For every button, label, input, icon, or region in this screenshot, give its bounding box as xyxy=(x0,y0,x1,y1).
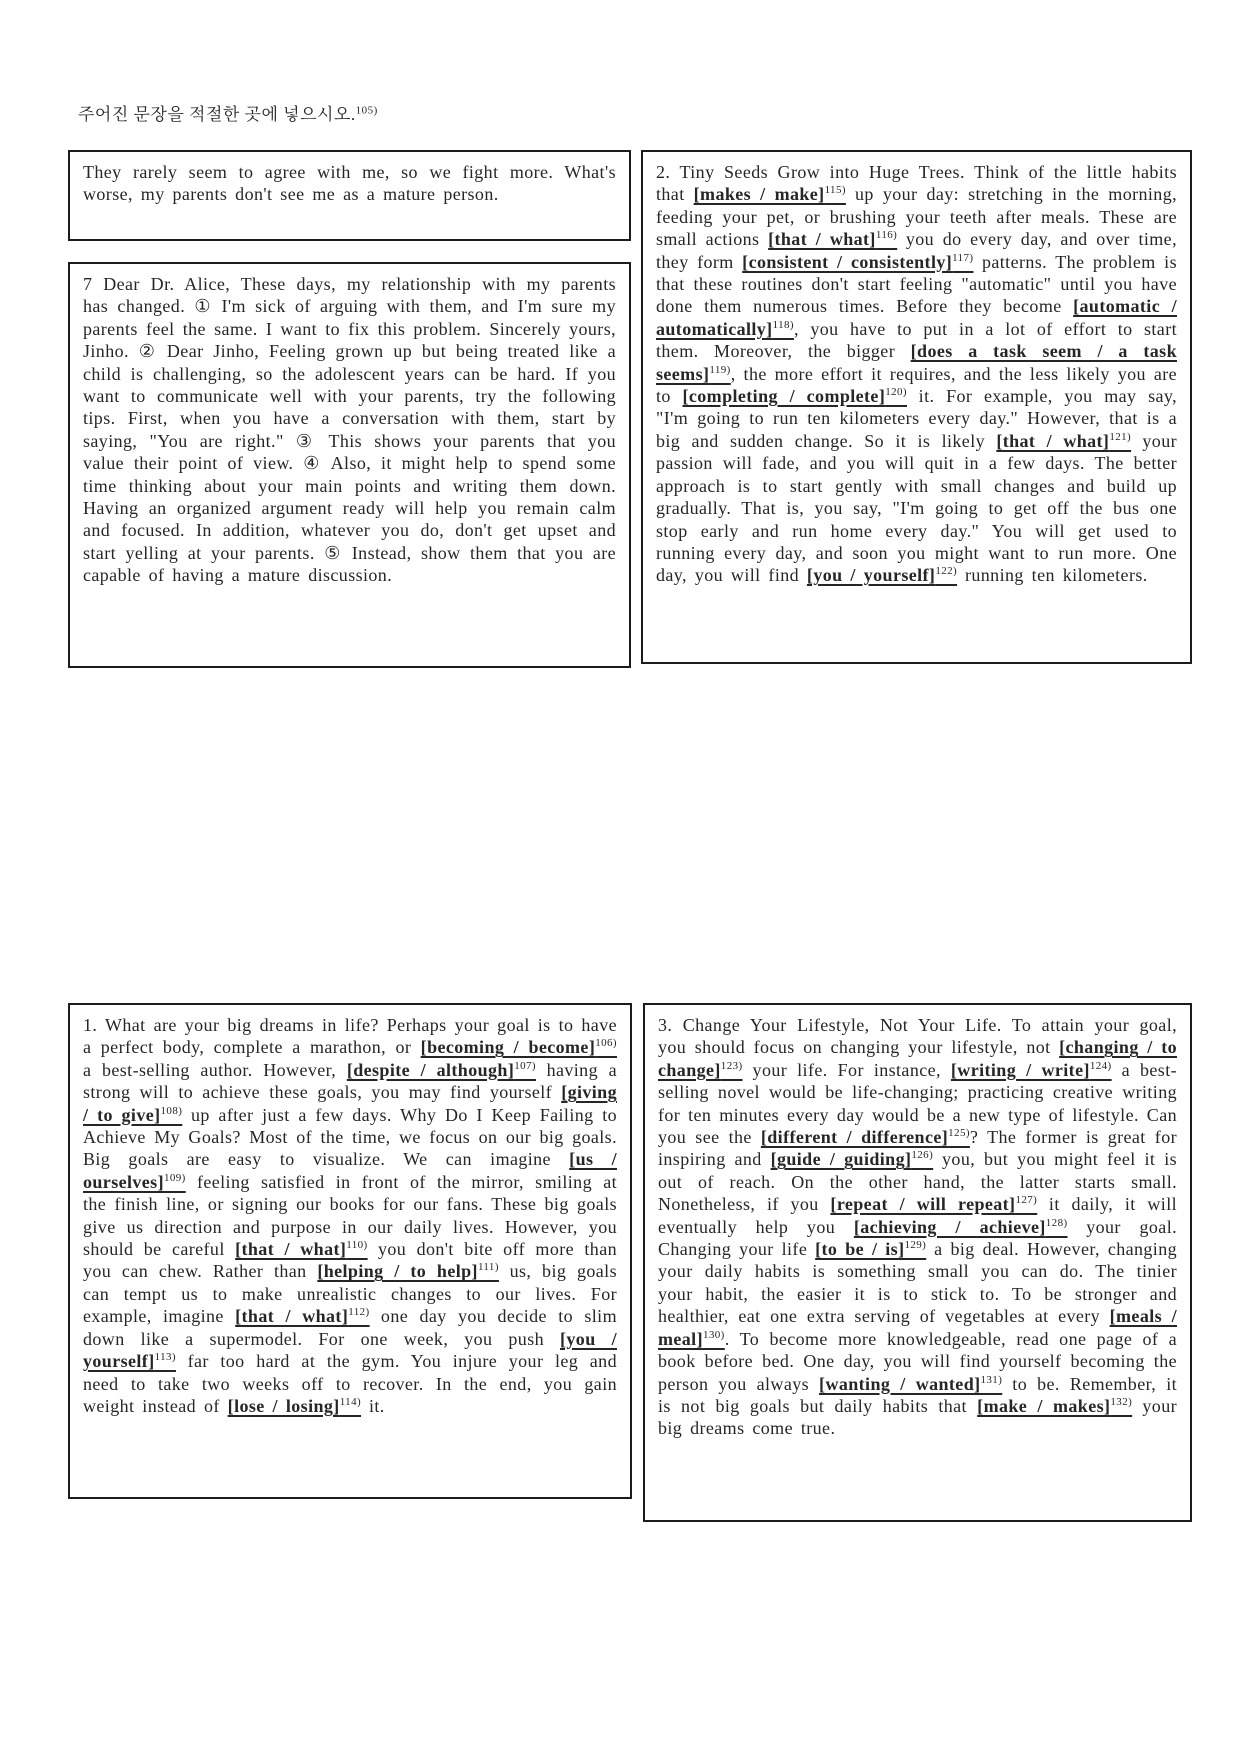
passage-3-text: 3. Change Your Lifestyle, Not Your Life. To attain your goal, you should focus on changing your lifestyle, not [changing / to change]$^{123)}$ your life. For instance, [writing / write]$^{124)}$ a best-selling novel would be life-changing; practicing creative writing for ten minutes every day would be a new type of lifestyle. Can you see the [different / difference]$^{125)}$? The former is great for inspiring and [guide / guiding]$^{126)}$ you, but you might feel it is out of reach. On the other hand, the latter starts small. Nonetheless, if you [repeat / will repeat]$^{127)}$ it daily, it will eventually help you [achieving / achieve]$^{128)}$ your goal. Changing your life [to be / is]$^{129)}$ a big deal. However, changing your daily habits is something small you can do. The tinier your habit, the easier it is to stick to. To be stronger and healthier, eat one extra serving of vegetables at every [meals / meal]$^{130)}$. To become more knowledgeable, read one page of a book before bed. One day, you will find yourself becoming the person you always [wanting / wanted]$^{131)}$ to be. Remember, it is not big goals but daily habits that [make / makes]$^{132)}$ your big dreams come true. xyxy=(658,1015,1178,1439)
choice-footnote-ref: 123) xyxy=(720,1059,743,1072)
grammar-choice: [repeat / will repeat]$^{127)}$ xyxy=(830,1194,1038,1215)
choice-footnote-ref: 113) xyxy=(154,1351,176,1364)
grammar-choice: [us / ourselves]$^{109)}$ xyxy=(83,1149,617,1192)
choice-footnote-ref: 106) xyxy=(595,1037,617,1050)
choice-footnote-ref: 131) xyxy=(980,1373,1003,1386)
choice-footnote-ref: 124) xyxy=(1089,1059,1112,1072)
grammar-choice: [guide / guiding]$^{126)}$ xyxy=(770,1149,934,1170)
grammar-choice: [despite / although]$^{107)}$ xyxy=(346,1059,536,1080)
grammar-choice: [you / yourself]$^{122)}$ xyxy=(806,565,958,586)
grammar-choice: [lose / losing]$^{114)}$ xyxy=(227,1395,362,1416)
grammar-choice: [changing / to change]$^{123)}$ xyxy=(658,1037,1177,1080)
passage-7-box xyxy=(68,262,631,668)
grammar-choice: [different / difference]$^{125)}$ xyxy=(760,1127,970,1148)
grammar-choice: [to be / is]$^{129)}$ xyxy=(815,1239,927,1260)
choice-footnote-ref: 126) xyxy=(911,1149,934,1162)
choice-footnote-ref: 116) xyxy=(875,229,898,242)
grammar-choice: [completing / complete]$^{120)}$ xyxy=(682,386,907,407)
choice-footnote-ref: 122) xyxy=(935,565,958,578)
choice-footnote-ref: 112) xyxy=(348,1306,370,1319)
grammar-choice: [wanting / wanted]$^{131)}$ xyxy=(819,1373,1003,1394)
grammar-choice: [helping / to help]$^{111)}$ xyxy=(317,1261,499,1282)
grammar-choice: [achieving / achieve]$^{128)}$ xyxy=(853,1216,1068,1237)
choice-footnote-ref: 111) xyxy=(477,1261,499,1274)
choice-footnote-ref: 119) xyxy=(709,363,731,376)
grammar-choice: [does a task seem / a task seems]$^{119)}$ xyxy=(656,341,1177,384)
choice-footnote-ref: 120) xyxy=(885,386,907,399)
grammar-choice: [automatic / automatically]$^{118)}$ xyxy=(656,296,1177,339)
choice-footnote-ref: 118) xyxy=(772,318,794,331)
choice-footnote-ref: 125) xyxy=(948,1127,970,1140)
passage-2-text: 2. Tiny Seeds Grow into Huge Trees. Think of the little habits that [makes / make]$^{115)}$ up your day: stretching in the morning, feeding your pet, or brushing your teeth after meals. These are small actions [that / what]$^{116)}$ you do every day, and over time, they form [consistent / consistently]$^{117)}$ patterns. The problem is that these routines don't start feeling "automatic" until you have done them numerous times. Before they become [automatic / automatically]$^{118)}$, you have to put in a lot of effort to start them. Moreover, the bigger [does a task seem / a task seems]$^{119)}$, the more effort it requires, and the less likely you are to [completing / complete]$^{120)}$ it. For example, you may say, "I'm going to run ten kilometers every day." However, that is a big and sudden change. So it is likely [that / what]$^{121)}$ your passion will fade, and you will quit in a few days. The better approach is to start gently with small changes and build up gradually. That is, you say, "I'm going to get off the bus one stop early and run home every day." You will get used to running every day, and soon you might want to run more. One day, you will find [you / yourself]$^{122)}$ running ten kilometers. xyxy=(656,162,1178,586)
grammar-choice: [becoming / become]$^{106)}$ xyxy=(420,1037,617,1058)
grammar-choice: [make / makes]$^{132)}$ xyxy=(977,1395,1133,1416)
passage-7-text: 7 Dear Dr. Alice, These days, my relationship with my parents has changed. ① I'm sick of arguing with them, and I'm sure my parents feel the same. I want to fix this problem. Sincerely yours, Jinho. ② Dear Jinho, Feeling grown up but being treated like a child is challenging, so the adolescent years can be hard. If you want to communicate well with your parents, try the following tips. First, when you have a conversation with them, start by saying, "You are right." ③ This shows your parents that you value their point of view. ④ Also, it might help to spend some time thinking about your main points and writing them down. Having an organized argument ready will help you remain calm and focused. In addition, whatever you do, don't get upset and start yelling at your parents. ⑤ Instead, show them that you are capable of having a mature discussion. xyxy=(83,274,616,586)
given-sentence-text: They rarely seem to agree with me, so we fight more. What's worse, my parents don't see me as a mature person. xyxy=(83,162,616,205)
choice-footnote-ref: 110) xyxy=(346,1239,368,1252)
grammar-choice: [that / what]$^{110)}$ xyxy=(235,1239,368,1260)
grammar-choice: [that / what]$^{116)}$ xyxy=(768,229,898,250)
choice-footnote-ref: 129) xyxy=(904,1239,927,1252)
choice-footnote-ref: 115) xyxy=(824,184,846,197)
grammar-choice: [giving / to give]$^{108)}$ xyxy=(83,1082,617,1125)
choice-footnote-ref: 114) xyxy=(339,1395,362,1408)
grammar-choice: [consistent / consistently]$^{117)}$ xyxy=(742,251,974,272)
grammar-choice: [makes / make]$^{115)}$ xyxy=(693,184,846,205)
choice-footnote-ref: 109) xyxy=(163,1171,186,1184)
choice-footnote-ref: 132) xyxy=(1110,1395,1133,1408)
instruction-footnote-ref: 105) xyxy=(355,104,378,117)
choice-footnote-ref: 108) xyxy=(160,1104,183,1117)
grammar-choice: [meals / meal]$^{130)}$ xyxy=(658,1306,1178,1349)
choice-footnote-ref: 117) xyxy=(952,251,974,264)
choice-footnote-ref: 130) xyxy=(702,1328,725,1341)
choice-footnote-ref: 128) xyxy=(1045,1216,1068,1229)
passage-1-box xyxy=(68,1003,632,1499)
choice-footnote-ref: 107) xyxy=(514,1059,536,1072)
instruction-heading xyxy=(78,100,378,125)
choice-footnote-ref: 121) xyxy=(1109,430,1132,443)
grammar-choice: [you / yourself]$^{113)}$ xyxy=(83,1328,617,1372)
grammar-choice: [writing / write]$^{124)}$ xyxy=(950,1059,1112,1080)
passage-3-box xyxy=(643,1003,1192,1522)
instruction-text: 주어진 문장을 적절한 곳에 넣으시오. xyxy=(78,105,356,124)
choice-footnote-ref: 127) xyxy=(1015,1194,1038,1207)
passage-2-box xyxy=(641,150,1192,664)
passage-1-text: 1. What are your big dreams in life? Perhaps your goal is to have a perfect body, complete a marathon, or [becoming / become]$^{106)}$ a best-selling author. However, [despite / although]$^{107)}$ having a strong will to achieve these goals, you may find yourself [giving / to give]$^{108)}$ up after just a few days. Why Do I Keep Failing to Achieve My Goals? Most of the time, we focus on our big goals. Big goals are easy to visualize. We can imagine [us / ourselves]$^{109)}$ feeling satisfied in front of the mirror, smiling at the finish line, or signing our books for our fans. These big goals give us direction and purpose in our daily lives. However, you should be careful [that / what]$^{110)}$ you don't bite off more than you can chew. Rather than [helping / to help]$^{111)}$ us, big goals can tempt us to make unrealistic changes to our lives. For example, imagine [that / what]$^{112)}$ one day you decide to slim down like a supermodel. For one week, you push [you / yourself]$^{113)}$ far too hard at the gym. You injure your leg and need to take two weeks off to recover. In the end, you gain weight instead of [lose / losing]$^{114)}$ it. xyxy=(83,1015,618,1416)
grammar-choice: [that / what]$^{121)}$ xyxy=(996,430,1132,451)
grammar-choice: [that / what]$^{112)}$ xyxy=(235,1306,370,1327)
given-sentence-box xyxy=(68,150,631,241)
